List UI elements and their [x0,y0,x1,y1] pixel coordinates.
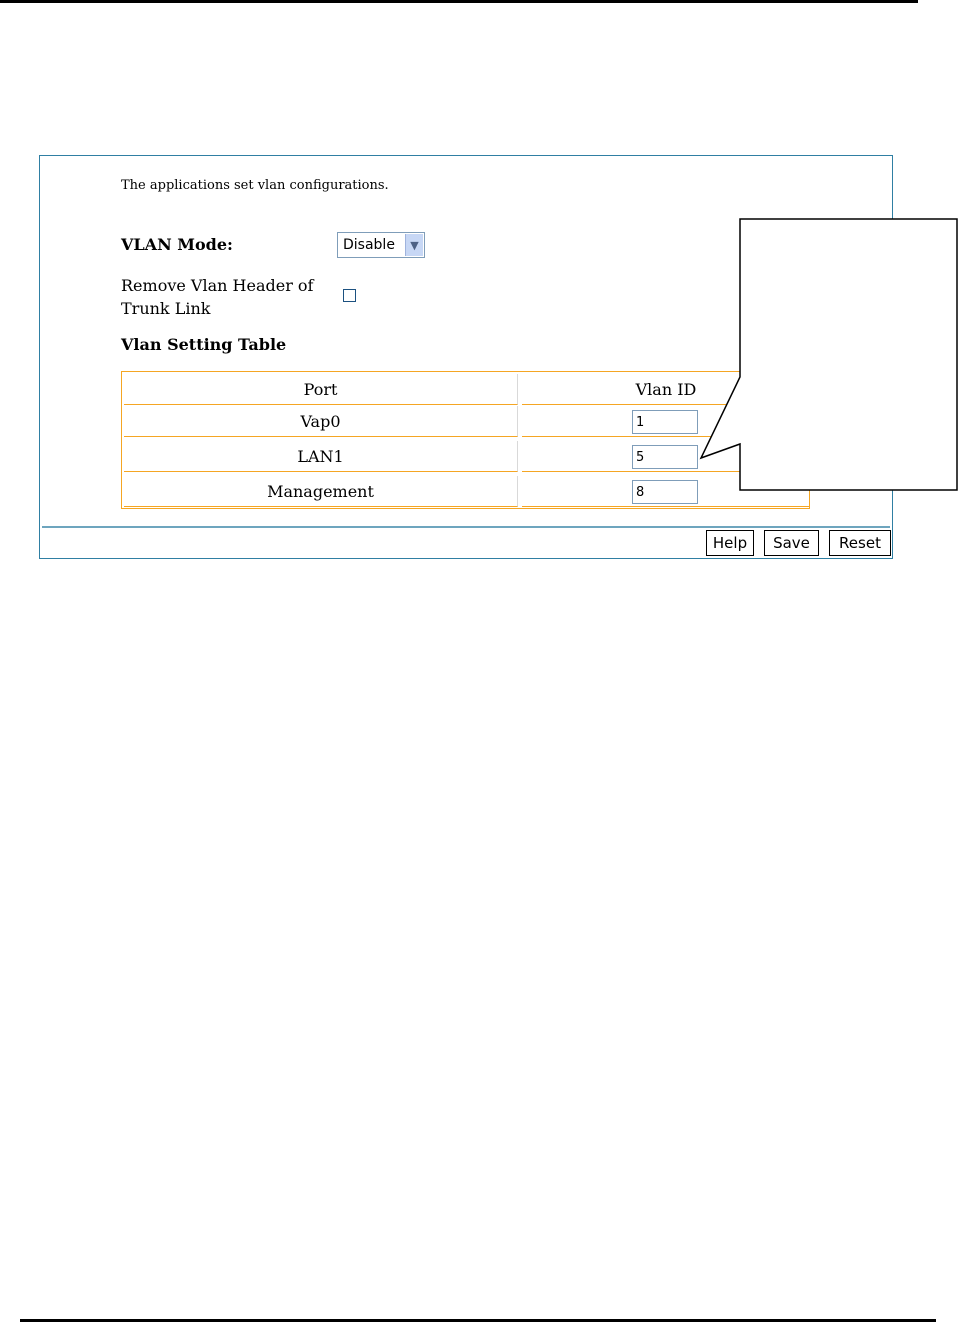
vlan-id-input[interactable]: 5 [632,445,698,469]
remove-header-checkbox[interactable] [343,289,356,302]
header-vlan-id: Vlan ID [522,374,810,405]
header-port: Port [124,374,518,405]
vlan-id-cell [522,476,810,507]
chevron-down-icon[interactable]: ▼ [405,234,423,256]
vlan-id-input[interactable]: 1 [632,410,698,434]
remove-header-label: Remove Vlan Header of Trunk Link [121,276,314,318]
vlan-mode-label: VLAN Mode: [121,235,233,254]
port-cell: Vap0 [124,406,518,437]
vlan-id-cell [522,406,810,437]
table-row [123,441,808,473]
vlan-setting-table [121,371,810,509]
vlan-id-cell [522,441,810,472]
bottom-rule [20,1319,936,1322]
save-button[interactable]: Save [764,530,819,556]
reset-button[interactable]: Reset [829,530,891,556]
vlan-mode-select[interactable] [337,232,425,258]
help-button[interactable]: Help [706,530,754,556]
top-rule [0,0,918,3]
table-row [123,476,808,508]
port-cell: LAN1 [124,441,518,472]
intro-text: The applications set vlan configurations. [121,178,389,193]
vlan-config-panel [39,155,893,559]
table-row [123,406,808,438]
table-title: Vlan Setting Table [121,335,287,354]
table-header-row [123,374,808,406]
vlan-mode-value: Disable [343,237,395,253]
footer-divider [42,526,890,528]
port-cell: Management [124,476,518,507]
vlan-id-input[interactable]: 8 [632,480,698,504]
